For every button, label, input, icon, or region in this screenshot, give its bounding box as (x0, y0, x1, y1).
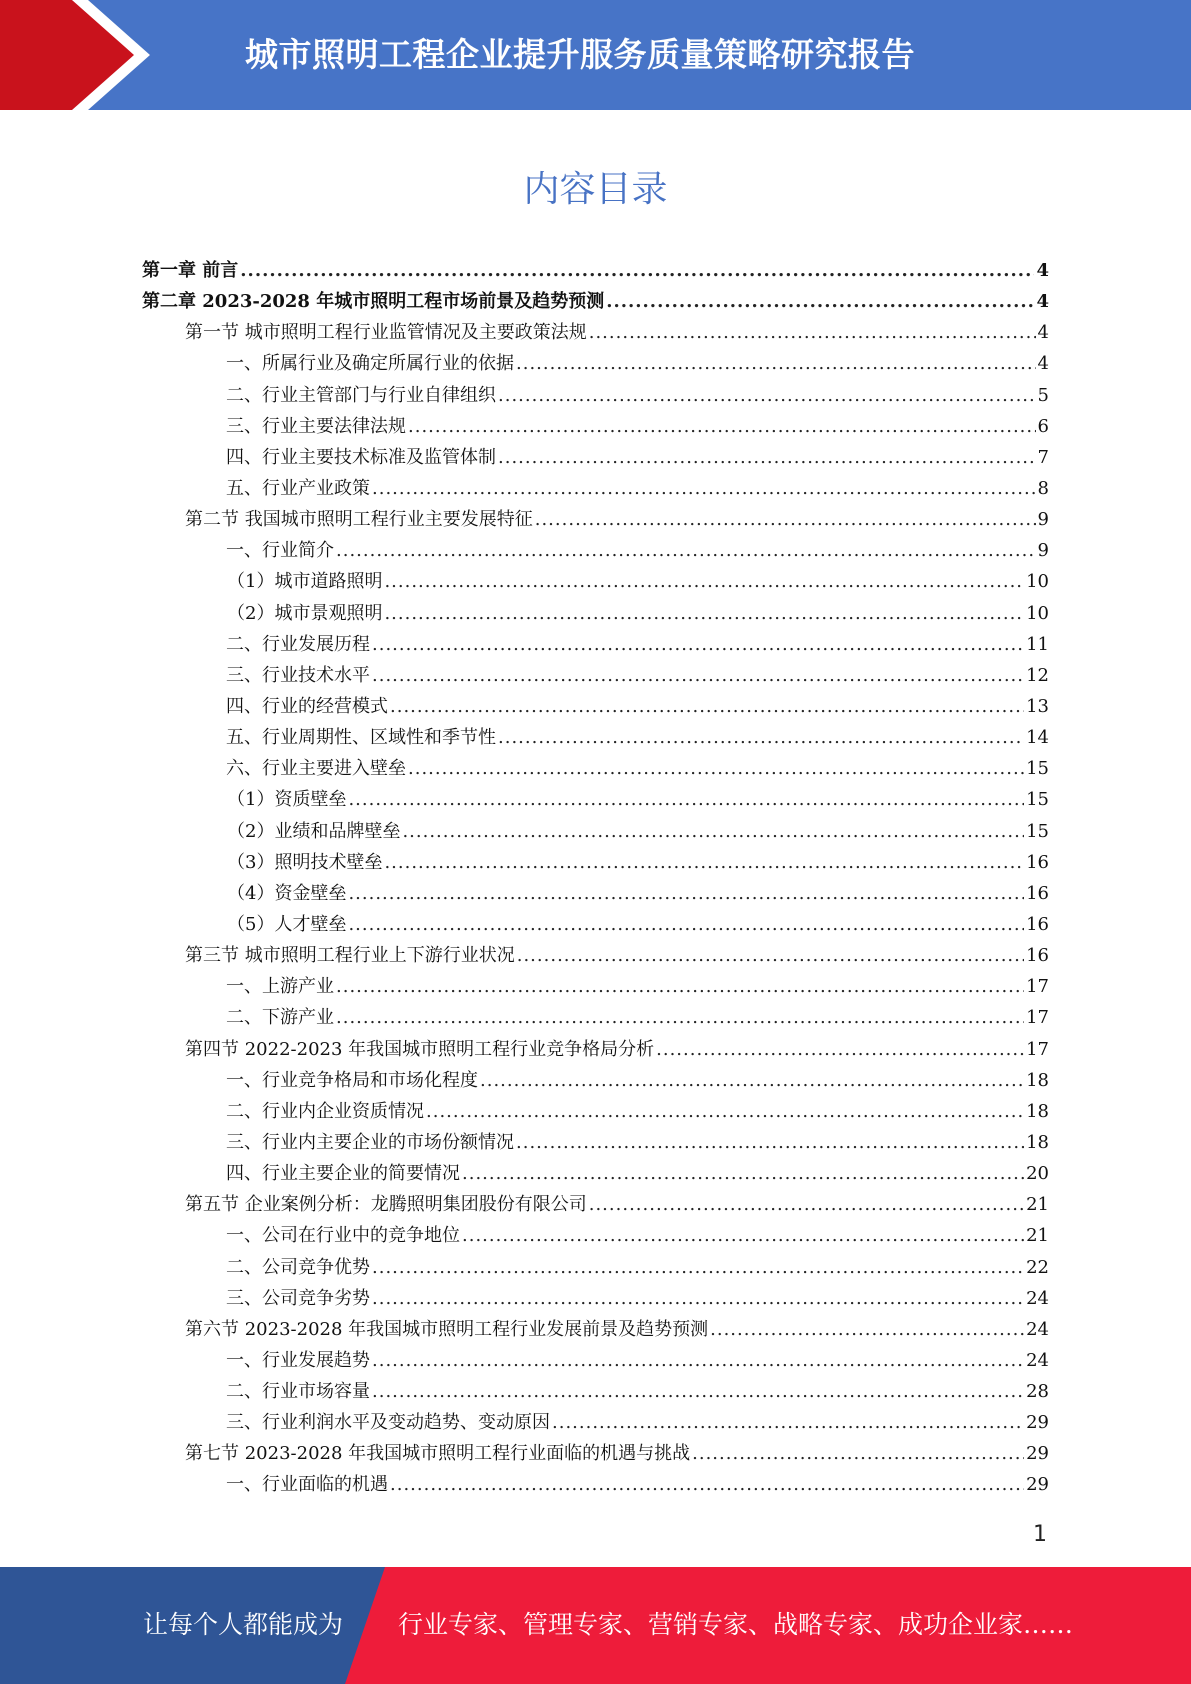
toc-entry[interactable] (142, 909, 1049, 940)
toc-entry[interactable] (142, 971, 1049, 1002)
toc-leader-dots (517, 940, 1024, 971)
toc-entry[interactable] (142, 286, 1049, 317)
toc-leader-dots (535, 504, 1036, 535)
toc-entry-label: 一、行业简介 (226, 540, 334, 562)
toc-leader-dots (372, 1345, 1024, 1376)
red-arrow-icon (0, 0, 160, 110)
toc-entry-page: 12 (1026, 664, 1049, 686)
toc-entry[interactable] (142, 1314, 1049, 1345)
toc-entry[interactable] (142, 566, 1049, 597)
toc-entry-page: 21 (1026, 1194, 1049, 1216)
toc-entry-label: 五、行业产业政策 (226, 477, 370, 499)
toc-leader-dots (390, 1469, 1024, 1500)
toc-entry-page: 29 (1026, 1443, 1049, 1465)
toc-leader-dots (402, 816, 1024, 847)
toc-entry-label: 四、行业的经营模式 (226, 695, 388, 717)
toc-entry-label: 三、公司竞争劣势 (226, 1287, 370, 1309)
toc-entry-page: 24 (1026, 1287, 1049, 1309)
toc-leader-dots (606, 286, 1034, 317)
toc-entry-page: 20 (1026, 1163, 1049, 1185)
toc-entry-page: 4 (1037, 322, 1049, 344)
toc-entry[interactable] (142, 1158, 1049, 1189)
toc-leader-dots (240, 255, 1034, 286)
toc-entry[interactable] (142, 1376, 1049, 1407)
toc-entry-label: 三、行业技术水平 (226, 664, 370, 686)
toc-leader-dots (426, 1096, 1024, 1127)
toc-entry-label: 六、行业主要进入壁垒 (226, 758, 406, 780)
toc-entry-label: 一、行业发展趋势 (226, 1349, 370, 1371)
toc-entry[interactable] (142, 442, 1049, 473)
toc-leader-dots (336, 971, 1024, 1002)
toc-leader-dots (498, 722, 1024, 753)
toc-entry[interactable] (142, 753, 1049, 784)
footer-banner (0, 1567, 1191, 1684)
toc-entry-page: 6 (1037, 415, 1049, 437)
toc-entry-page: 14 (1026, 727, 1049, 749)
toc-entry-label: 一、所属行业及确定所属行业的依据 (226, 353, 514, 375)
toc-leader-dots (589, 317, 1036, 348)
toc-leader-dots (372, 629, 1024, 660)
toc-entry[interactable] (142, 473, 1049, 504)
toc-entry-page: 16 (1026, 882, 1049, 904)
toc-entry-page: 5 (1037, 384, 1049, 406)
toc-entry[interactable] (142, 1189, 1049, 1220)
toc-entry-page: 4 (1036, 291, 1049, 313)
report-title: 城市照明工程企业提升服务质量策略研究报告 (245, 35, 915, 74)
toc-leader-dots (348, 878, 1024, 909)
toc-entry-page: 21 (1026, 1225, 1049, 1247)
toc-leader-dots (710, 1314, 1024, 1345)
toc-entry[interactable] (142, 847, 1049, 878)
toc-entry[interactable] (142, 940, 1049, 971)
toc-entry-page: 15 (1026, 789, 1049, 811)
toc-entry-label: 第一章 前言 (142, 260, 239, 281)
toc-entry-page: 18 (1026, 1100, 1049, 1122)
toc-leader-dots (552, 1407, 1024, 1438)
toc-entry-label: 二、下游产业 (226, 1007, 334, 1029)
toc-entry-page: 15 (1026, 758, 1049, 780)
toc-entry[interactable] (142, 411, 1049, 442)
toc-entry-label: 三、行业主要法律法规 (226, 415, 406, 437)
toc-entry-page: 9 (1037, 509, 1049, 531)
toc-entry-page: 22 (1026, 1256, 1049, 1278)
toc-leader-dots (498, 442, 1036, 473)
toc-leader-dots (348, 784, 1024, 815)
toc-entry-page: 17 (1026, 976, 1049, 998)
toc-entry-label: 第七节 2023-2028 年我国城市照明工程行业面临的机遇与挑战 (185, 1443, 691, 1465)
toc-entry[interactable] (142, 816, 1049, 847)
toc-entry-label: 第四节 2022-2023 年我国城市照明工程行业竞争格局分析 (185, 1038, 655, 1060)
toc-entry-label: 二、行业内企业资质情况 (226, 1100, 424, 1122)
toc-entry-label: 二、行业市场容量 (226, 1381, 370, 1403)
report-header (0, 0, 1191, 110)
toc-entry-page: 17 (1026, 1007, 1049, 1029)
toc-leader-dots (462, 1220, 1024, 1251)
toc-entry-label: 二、行业发展历程 (226, 633, 370, 655)
toc-entry-label: 二、公司竞争优势 (226, 1256, 370, 1278)
toc-leader-dots (462, 1158, 1024, 1189)
toc-entry-page: 4 (1037, 353, 1049, 375)
toc-entry[interactable] (142, 598, 1049, 629)
toc-entry-page: 7 (1037, 446, 1049, 468)
toc-entry[interactable] (142, 504, 1049, 535)
toc-entry-page: 17 (1026, 1038, 1049, 1060)
footer-slogan-left: 让每个人都能成为 (143, 1610, 344, 1639)
toc-leader-dots (516, 348, 1036, 379)
page-number: 1 (1033, 1522, 1047, 1547)
toc-entry[interactable] (142, 784, 1049, 815)
toc-leader-dots (516, 1127, 1024, 1158)
toc-leader-dots (480, 1065, 1024, 1096)
toc-entry-label: （1）城市道路照明 (227, 571, 383, 593)
toc-entry-page: 24 (1026, 1349, 1049, 1371)
toc-entry-label: （4）资金壁垒 (227, 882, 347, 904)
toc-entry-label: （2）城市景观照明 (227, 602, 383, 624)
toc-entry-label: 一、公司在行业中的竞争地位 (226, 1225, 460, 1247)
toc-entry-label: 第三节 城市照明工程行业上下游行业状况 (185, 945, 515, 967)
toc-leader-dots (498, 380, 1036, 411)
toc-entry-label: （3）照明技术壁垒 (227, 851, 383, 873)
toc-entry-page: 15 (1026, 820, 1049, 842)
toc-entry-page: 10 (1026, 571, 1049, 593)
toc-entry[interactable] (142, 1252, 1049, 1283)
toc-entry-label: 二、行业主管部门与行业自律组织 (226, 384, 496, 406)
toc-leader-dots (336, 1002, 1024, 1033)
toc-entry-label: 第一节 城市照明工程行业监管情况及主要政策法规 (185, 322, 587, 344)
toc-entry-label: 第二节 我国城市照明工程行业主要发展特征 (185, 509, 533, 531)
toc-entry[interactable] (142, 1407, 1049, 1438)
toc-entry[interactable] (142, 722, 1049, 753)
toc-entry-page: 13 (1026, 695, 1049, 717)
toc-entry[interactable] (142, 1283, 1049, 1314)
toc-entry-label: 第二章 2023-2028 年城市照明工程市场前景及趋势预测 (142, 291, 605, 313)
toc-entry-label: 五、行业周期性、区域性和季节性 (226, 727, 496, 749)
toc-leader-dots (384, 566, 1024, 597)
toc-leader-dots (408, 753, 1024, 784)
toc-leader-dots (384, 847, 1024, 878)
toc-entry[interactable] (142, 317, 1049, 348)
toc-entry-label: （5）人才壁垒 (227, 913, 347, 935)
toc-leader-dots (372, 1252, 1024, 1283)
toc-entry-label: 三、行业内主要企业的市场份额情况 (226, 1131, 514, 1153)
toc-entry-page: 16 (1026, 945, 1049, 967)
toc-leader-dots (372, 1376, 1024, 1407)
toc-entry[interactable] (142, 1469, 1049, 1500)
toc-leader-dots (348, 909, 1024, 940)
toc-entry-label: 三、行业利润水平及变动趋势、变动原因 (226, 1412, 550, 1434)
toc-entry[interactable] (142, 1002, 1049, 1033)
toc-entry-page: 29 (1026, 1474, 1049, 1496)
table-of-contents (142, 255, 1049, 1501)
toc-entry[interactable] (142, 1438, 1049, 1469)
toc-leader-dots (408, 411, 1036, 442)
toc-leader-dots (692, 1438, 1024, 1469)
toc-leader-dots (336, 535, 1036, 566)
toc-entry[interactable] (142, 1034, 1049, 1065)
toc-entry[interactable] (142, 1345, 1049, 1376)
toc-entry-page: 8 (1037, 477, 1049, 499)
toc-entry-label: 四、行业主要企业的简要情况 (226, 1163, 460, 1185)
toc-entry-page: 16 (1026, 913, 1049, 935)
toc-entry[interactable] (142, 1065, 1049, 1096)
footer-slogan-right: 行业专家、管理专家、营销专家、战略专家、成功企业家…… (398, 1610, 1074, 1639)
toc-entry[interactable] (142, 255, 1049, 286)
toc-entry-label: 一、行业竞争格局和市场化程度 (226, 1069, 478, 1091)
toc-entry-page: 9 (1037, 540, 1049, 562)
toc-entry[interactable] (142, 691, 1049, 722)
toc-entry[interactable] (142, 629, 1049, 660)
toc-entry-label: 一、行业面临的机遇 (226, 1474, 388, 1496)
toc-entry-page: 24 (1026, 1318, 1049, 1340)
toc-entry[interactable] (142, 535, 1049, 566)
toc-leader-dots (656, 1034, 1024, 1065)
toc-entry-page: 18 (1026, 1131, 1049, 1153)
toc-heading: 内容目录 (523, 169, 668, 210)
toc-entry-label: 四、行业主要技术标准及监管体制 (226, 446, 496, 468)
toc-leader-dots (372, 1283, 1024, 1314)
toc-entry[interactable] (142, 348, 1049, 379)
toc-entry[interactable] (142, 380, 1049, 411)
toc-entry-label: （1）资质壁垒 (227, 789, 347, 811)
toc-entry-label: 第五节 企业案例分析：龙腾照明集团股份有限公司 (185, 1194, 587, 1216)
toc-entry-page: 16 (1026, 851, 1049, 873)
toc-entry-page: 10 (1026, 602, 1049, 624)
toc-leader-dots (589, 1189, 1024, 1220)
toc-entry-page: 11 (1026, 633, 1049, 655)
toc-entry[interactable] (142, 1127, 1049, 1158)
toc-leader-dots (372, 660, 1024, 691)
toc-entry-page: 4 (1036, 260, 1049, 281)
toc-entry[interactable] (142, 878, 1049, 909)
toc-entry[interactable] (142, 1220, 1049, 1251)
toc-entry-label: 第六节 2023-2028 年我国城市照明工程行业发展前景及趋势预测 (185, 1318, 709, 1340)
toc-leader-dots (372, 473, 1036, 504)
toc-entry-label: （2）业绩和品牌壁垒 (227, 820, 401, 842)
toc-leader-dots (384, 598, 1024, 629)
toc-entry[interactable] (142, 660, 1049, 691)
toc-leader-dots (390, 691, 1024, 722)
toc-entry-page: 28 (1026, 1381, 1049, 1403)
toc-entry-label: 一、上游产业 (226, 976, 334, 998)
toc-entry-page: 29 (1026, 1412, 1049, 1434)
toc-entry-page: 18 (1026, 1069, 1049, 1091)
toc-entry[interactable] (142, 1096, 1049, 1127)
